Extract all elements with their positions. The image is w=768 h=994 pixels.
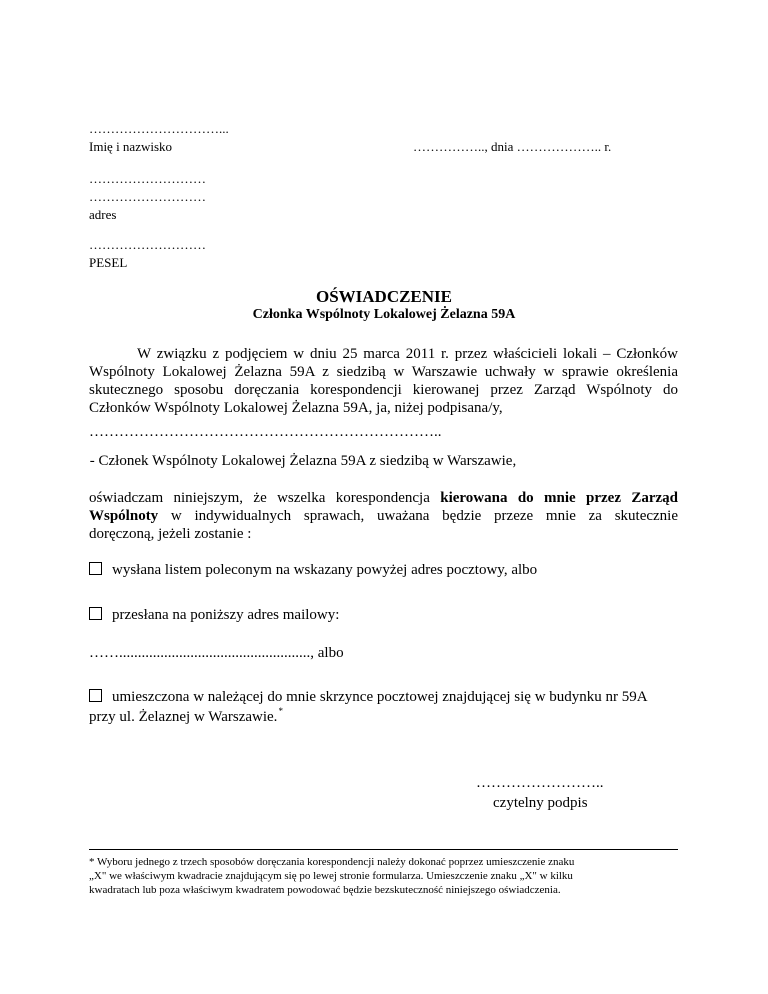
- footnote-line-3: kwadratach lub poza właściwym kwadratem powodować będzie bezskuteczność niniejszego oświadczenia.: [89, 884, 561, 896]
- document-title: OŚWIADCZENIE: [315, 287, 453, 306]
- place-date-line: …………….., dnia ……………….. r.: [413, 139, 612, 154]
- option-mailbox-checkbox[interactable]: [89, 689, 102, 702]
- signer-name-dots: ……………………………………………………………..: [89, 424, 442, 440]
- option-mailbox-label-1: umieszczona w należącej do mnie skrzynce pocztowej znajdującej się w budynku nr 59A: [112, 689, 648, 705]
- declaration-paragraph: [89, 489, 678, 543]
- intro-paragraph: [89, 345, 678, 417]
- address-label: adres: [89, 207, 117, 222]
- declaration-l3: doręczoną, jeżeli zostanie :: [89, 526, 252, 542]
- footnote-line-1: * Wyboru jednego z trzech sposobów doręczania korespondencji należy dokonać poprzez umieszczenie znaku: [89, 856, 575, 868]
- option-mailbox: [89, 689, 648, 706]
- name-label: Imię i nazwisko: [89, 139, 173, 154]
- option-email: [89, 607, 339, 624]
- signature-dots: ……………………..: [476, 775, 604, 791]
- intro-line-1: W związku z podjęciem w dniu 25 marca 2011 r. przez właścicieli lokali – Członków: [137, 346, 678, 362]
- intro-line-2: Wspólnoty Lokalowej Żelazna 59A z siedzibą w Warszawie uchwały w sprawie określenia: [89, 364, 678, 380]
- address-dots-1: ………………………: [89, 171, 206, 186]
- declaration-l1-pre: oświadczam niniejszym, że wszelka korespondencja: [89, 490, 441, 506]
- pesel-dots: ………………………: [89, 237, 206, 252]
- option-mailbox-label-2: przy ul. Żelaznej w Warszawie.: [89, 709, 278, 725]
- member-line: - Członek Wspólnoty Lokalowej Żelazna 59A z siedzibą w Warszawie,: [86, 453, 517, 469]
- footnote-separator: [89, 849, 678, 850]
- footnote: [89, 855, 678, 897]
- declaration-l2-post: w indywidualnych sprawach, uważana będzie przeze mnie za skutecznie: [158, 508, 678, 524]
- document-subtitle: Członka Wspólnoty Lokalowej Żelazna 59A: [252, 307, 516, 322]
- declaration-l1-bold: kierowana do mnie przez Zarząd: [440, 490, 679, 506]
- option-postal-checkbox[interactable]: [89, 562, 102, 575]
- option-postal: [89, 562, 537, 579]
- intro-line-3: skutecznego sposobu doręczania korespondencji kierowanej przez Zarząd Wspólnoty do: [89, 382, 678, 398]
- declaration-l2-bold: Wspólnoty: [89, 508, 159, 524]
- option-email-label: przesłana na poniższy adres mailowy:: [112, 607, 340, 623]
- option-postal-label: wysłana listem poleconym na wskazany powyżej adres pocztowy, albo: [112, 562, 538, 578]
- pesel-label: PESEL: [89, 255, 128, 270]
- option-mailbox-line-2: [89, 706, 283, 726]
- email-address-dots: ……..................................................., albo: [89, 645, 344, 661]
- footnote-line-2: „X" we właściwym kwadracie znajdującym się po lewej stronie formularza. Umieszczenie znaku „X" w kilku: [89, 870, 573, 882]
- intro-line-4: Członków Wspólnoty Lokalowej Żelazna 59A, ja, niżej podpisana/y,: [89, 400, 503, 416]
- address-dots-2: ………………………: [89, 189, 206, 204]
- signature-label: czytelny podpis: [493, 795, 588, 811]
- name-dots: …………………………...: [89, 121, 229, 136]
- footnote-marker: *: [278, 706, 283, 716]
- option-email-checkbox[interactable]: [89, 607, 102, 620]
